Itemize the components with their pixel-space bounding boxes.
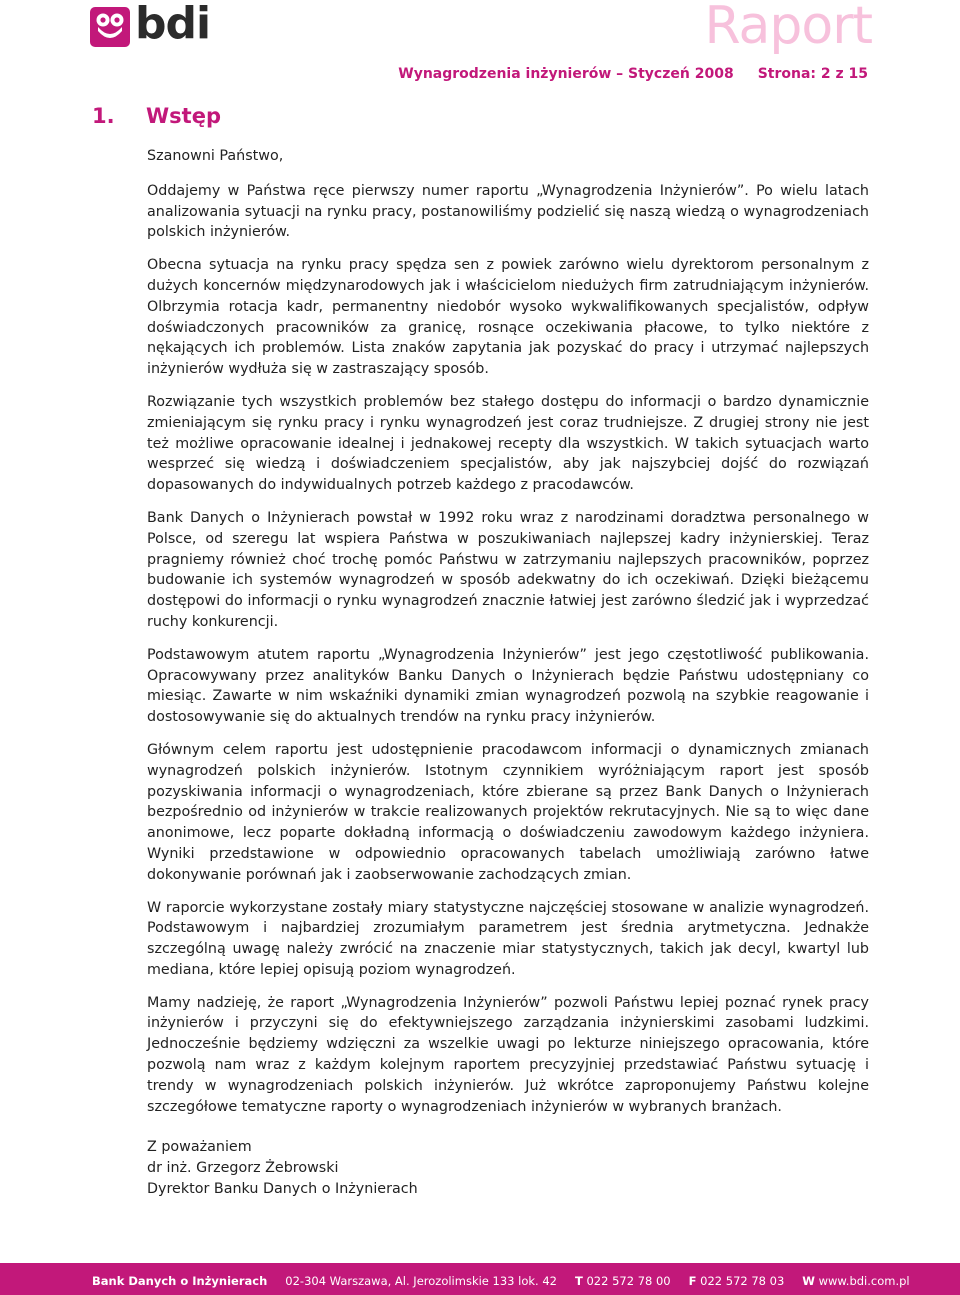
brand-name: bdi <box>135 0 211 49</box>
signature-name: dr inż. Grzegorz Żebrowski <box>147 1160 339 1177</box>
paragraph: Obecna sytuacja na rynku pracy spędza sen z powiek zarówno wielu dyrektorom personalnym z dużych koncernów międzynarodowych jak i właścicielom niedużych firm zatrudniającym inżynierów. Olbrzymia rotacja kadr, permanentny niedobór wysoko wykwalifikowanych specjalistów, odpływ doświadczonych pracowników za granicę, rosnące oczekiwania płacowe, to tylko niektóre z nękających ich problemów. Lista znaków zapytania jak pozyskać do pracy i utrzymać najlepszych inżynierów wydłuża się w zastraszający sposób. <box>147 257 869 378</box>
greeting: Szanowni Państwo, <box>147 148 284 164</box>
section-number: 1. <box>92 104 115 128</box>
paragraph: W raporcie wykorzystane zostały miary statystyczne najczęściej stosowane w analizie wynagrodzeń. Podstawowym i najbardziej zrozumiałym parametrem jest średnia arytmetyczna. Jednakże szczególną uwagę należy zwrócić na znaczenie miar statystycznych, takich jak decyl, kwartyl lub mediana, które lepiej opisują poziom wynagrodzeń. <box>147 899 869 978</box>
footer-bar <box>0 1263 960 1295</box>
section-title: Wstęp <box>146 104 221 128</box>
signature-block <box>147 1137 869 1200</box>
footer-contact <box>92 1274 910 1288</box>
paragraph: Głównym celem raportu jest udostępnienie pracodawcom informacji o dynamicznych zmianach wynagrodzeń polskich inżynierów. Istotnym czynnikiem wyróżniającym raport jest sposób pozyskiwania informacji o wynagrodzeniach, które zbierane są przez Bank Danych o Inżynierach bezpośrednio od inżynierów w trakcie realizowanych projektów rekrutacyjnych. Nie są to więc dane anonimowe, lecz poparte dokładną informacją o doświadczeniu zawodowym każdego inżyniera. Wyniki przedstawione w odpowiednio opracowanych tabelach umożliwiają zarówno łatwe dokonywanie porównań jak i zaobserwowanie zachodzących zmian. <box>147 741 869 883</box>
footer-web-label: W <box>802 1274 815 1288</box>
paragraph: Oddajemy w Państwa ręce pierwszy numer raportu „Wynagrodzenia Inżynierów”. Po wielu latach analizowania sytuacji na rynku pracy, postanowiliśmy podzielić się naszą wiedzą o wynagrodzeniach polskich inżynierów. <box>147 182 869 241</box>
paragraph: Rozwiązanie tych wszystkich problemów bez stałego dostępu do informacji o bardzo dynamicznie zmieniającym się rynku pracy i rynku wynagrodzeń jest coraz trudniejsze. Z drugiej strony nie jest też możliwe opracowanie idealnej i jednakowej recepty dla wszystkich. W takich sytuacjach warto wesprzeć się wiedzą i doświadczeniem specjalistów, aby jak najszybciej dojść do rozwiązań dopasowanych do indywidualnych potrzeb każdego z pracodawców. <box>147 393 869 494</box>
footer-fax: 022 572 78 03 <box>700 1274 785 1288</box>
signature-closing: Z poważaniem <box>147 1139 252 1156</box>
footer-phone: 022 572 78 00 <box>586 1274 671 1288</box>
header-subline <box>398 66 868 82</box>
footer-fax-label: F <box>688 1274 697 1288</box>
bdi-logo-icon <box>90 7 130 47</box>
document-title: Wynagrodzenia inżynierów – Styczeń 2008 <box>398 66 734 82</box>
signature-role: Dyrektor Banku Danych o Inżynierach <box>147 1181 418 1198</box>
footer-website-link[interactable]: www.bdi.com.pl <box>818 1274 910 1288</box>
report-heading: Raport <box>704 0 872 56</box>
page-number: Strona: 2 z 15 <box>757 66 868 82</box>
section-heading <box>92 104 221 128</box>
paragraph: Podstawowym atutem raportu „Wynagrodzenia Inżynierów” jest jego częstotliwość publikowania. Opracowywany przez analityków Banku Danych o Inżynierach będzie Państwu udostępniany co miesiąc. Zawarte w nim wskaźniki dynamiki zmian wynagrodzeń pozwolą na szybkie reagowanie i dostosowywanie się do aktualnych trendów na rynku pracy inżynierów. <box>147 646 869 726</box>
footer-phone-label: T <box>574 1274 583 1288</box>
paragraph: Mamy nadzieję, że raport „Wynagrodzenia Inżynierów” pozwoli Państwu lepiej poznać rynek pracy inżynierów i przyczyni się do efektywniejszego zarządzania inżynierskimi zasobami ludzkimi. Jednocześnie będziemy wdzięczni za wszelkie uwagi po lekturze niniejszego opracowania, które pozwolą nam wraz z każdym kolejnym raportem precyzyjniej przedstawiać Państwu sytuację i trendy w wynagrodzeniach polskich inżynierów. Już wkrótce zaproponujemy Państwu kolejne szczegółowe tematyczne raporty o wynagrodzeniach inżynierów w wybranych branżach. <box>147 994 869 1115</box>
footer-address: 02-304 Warszawa, Al. Jerozolimskie 133 lok. 42 <box>285 1274 557 1288</box>
letter-body <box>147 146 869 1200</box>
paragraph: Bank Danych o Inżynierach powstał w 1992 roku wraz z narodzinami doradztwa personalnego w Polsce, od szeregu lat wspiera Państwa w poszukiwaniach najlepszej kadry inżynierskiej. Teraz pragniemy również choć trochę pomóc Państwu w zatrzymaniu najlepszych pracowników, poprzez budowanie ich systemów wynagrodzeń w sposób adekwatny do ich oczekiwań. Dzięki bieżącemu dostępowi do informacji o rynku wynagrodzeń znacznie łatwiej jest zarówno śledzić jak i wyprzedzać ruchy konkurencji. <box>147 509 869 630</box>
footer-company: Bank Danych o Inżynierach <box>92 1274 268 1288</box>
